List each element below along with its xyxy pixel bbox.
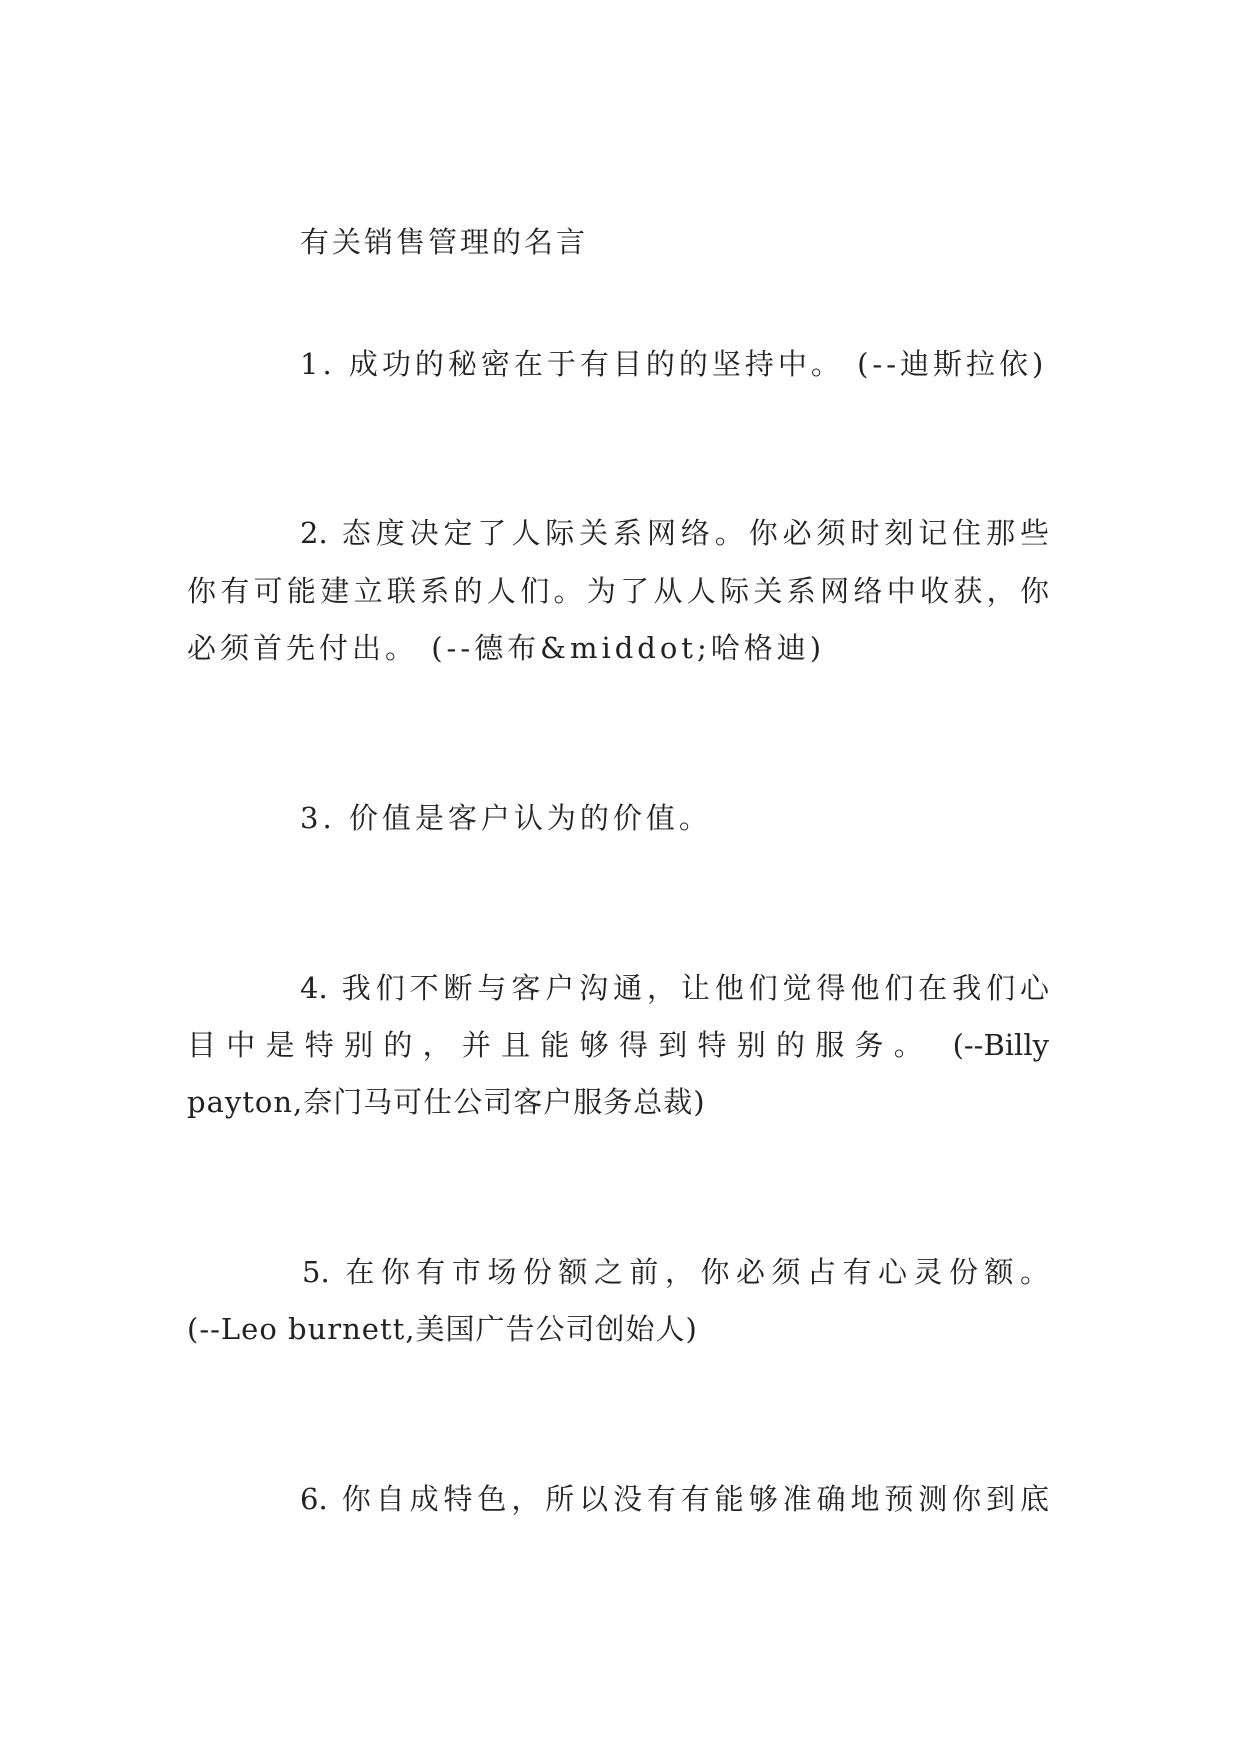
quote-3-line-1: 3. 价值是客户认为的价值。 xyxy=(300,801,712,835)
quote-5-line-1: 5. 在你有市场份额之前，你必须占有心灵份额。 xyxy=(302,1255,1049,1289)
quote-2-line-2: 你有可能建立联系的人们。为了从人际关系网络中收获，你 xyxy=(187,574,1049,608)
quote-6-line-1: 6. 你自成特色，所以没有有能够准确地预测你到底 xyxy=(300,1482,1049,1516)
quote-2-line-1: 2. 态度决定了人际关系网络。你必须时刻记住那些 xyxy=(300,516,1049,550)
quote-1-line-1: 1. 成功的秘密在于有目的的坚持中。 (--迪斯拉依) xyxy=(300,347,1048,381)
quote-5-line-2: (--Leo burnett,美国广告公司创始人) xyxy=(187,1312,698,1346)
quote-4-line-1: 4. 我们不断与客户沟通，让他们觉得他们在我们心 xyxy=(300,971,1049,1005)
quote-4-line-3: payton,奈门马可仕公司客户服务总裁) xyxy=(187,1085,706,1119)
quote-4-line-2: 目中是特别的，并且能够得到特别的服务。 (--Billy xyxy=(187,1028,1049,1062)
document-title: 有关销售管理的名言 xyxy=(300,225,589,259)
quote-2-line-3: 必须首先付出。 (--德布&middot;哈格迪) xyxy=(187,631,826,665)
